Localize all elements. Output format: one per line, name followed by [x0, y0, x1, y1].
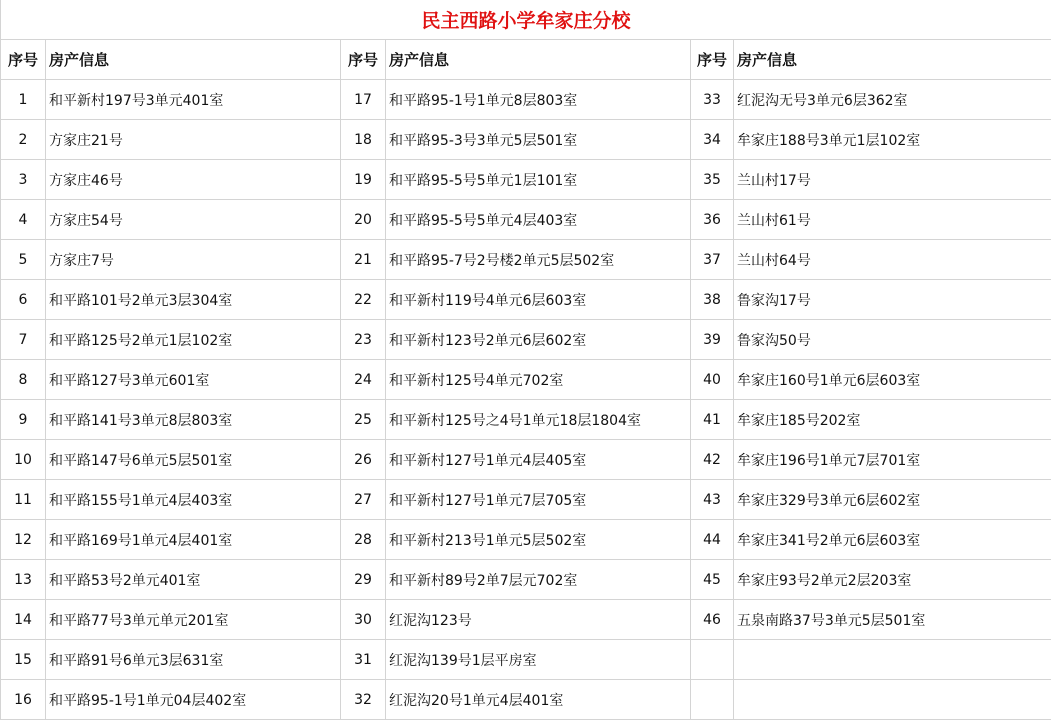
- header-index: 序号: [1, 40, 46, 80]
- cell-index: 4: [1, 200, 46, 240]
- table-row: [1, 440, 1051, 480]
- cell-property-info: 和平路91号6单元3层631室: [46, 640, 341, 680]
- cell-index: 34: [691, 120, 734, 160]
- cell-property-info: 方家庄7号: [46, 240, 341, 280]
- cell-index: 12: [1, 520, 46, 560]
- cell-index: 32: [341, 680, 386, 720]
- header-info: 房产信息: [734, 40, 1051, 80]
- cell-property-info: 兰山村64号: [734, 240, 1051, 280]
- cell-index: 2: [1, 120, 46, 160]
- cell-property-info: 和平新村125号之4号1单元18层1804室: [386, 400, 691, 440]
- cell-index: 20: [341, 200, 386, 240]
- cell-property-info: 和平新村89号2单7层元702室: [386, 560, 691, 600]
- table-row: [1, 520, 1051, 560]
- table-row: [1, 200, 1051, 240]
- cell-index: 9: [1, 400, 46, 440]
- cell-property-info: 牟家庄93号2单元2层203室: [734, 560, 1051, 600]
- cell-index: 11: [1, 480, 46, 520]
- table-row: [1, 400, 1051, 440]
- header-info: 房产信息: [386, 40, 691, 80]
- cell-property-info: 和平新村119号4单元6层603室: [386, 280, 691, 320]
- title-row: [1, 0, 1051, 40]
- cell-property-info: 和平路95-3号3单元5层501室: [386, 120, 691, 160]
- cell-index: 7: [1, 320, 46, 360]
- cell-property-info: 牟家庄160号1单元6层603室: [734, 360, 1051, 400]
- cell-index: 15: [1, 640, 46, 680]
- cell-index: 36: [691, 200, 734, 240]
- cell-property-info: 牟家庄196号1单元7层701室: [734, 440, 1051, 480]
- table-row: [1, 480, 1051, 520]
- cell-index: 17: [341, 80, 386, 120]
- cell-property-info: 和平路147号6单元5层501室: [46, 440, 341, 480]
- cell-index: 45: [691, 560, 734, 600]
- cell-index: 6: [1, 280, 46, 320]
- cell-index: 13: [1, 560, 46, 600]
- cell-index: 10: [1, 440, 46, 480]
- table-row: [1, 560, 1051, 600]
- cell-property-info: 和平路125号2单元1层102室: [46, 320, 341, 360]
- cell-index: 33: [691, 80, 734, 120]
- table-row: [1, 120, 1051, 160]
- table-row: [1, 600, 1051, 640]
- cell-index: [691, 640, 734, 680]
- header-index: 序号: [341, 40, 386, 80]
- table-row: [1, 160, 1051, 200]
- cell-index: 22: [341, 280, 386, 320]
- cell-index: 24: [341, 360, 386, 400]
- cell-property-info: 和平路95-7号2号楼2单元5层502室: [386, 240, 691, 280]
- cell-property-info: 和平路141号3单元8层803室: [46, 400, 341, 440]
- cell-property-info: 和平路95-5号5单元1层101室: [386, 160, 691, 200]
- cell-property-info: 和平路77号3单元单元201室: [46, 600, 341, 640]
- cell-index: 44: [691, 520, 734, 560]
- cell-index: 30: [341, 600, 386, 640]
- cell-property-info: 和平路53号2单元401室: [46, 560, 341, 600]
- header-info: 房产信息: [46, 40, 341, 80]
- cell-property-info: 和平路155号1单元4层403室: [46, 480, 341, 520]
- cell-property-info: 红泥沟无号3单元6层362室: [734, 80, 1051, 120]
- cell-index: [691, 680, 734, 720]
- cell-property-info: 和平新村125号4单元702室: [386, 360, 691, 400]
- cell-index: 38: [691, 280, 734, 320]
- cell-property-info: 和平新村197号3单元401室: [46, 80, 341, 120]
- cell-index: 28: [341, 520, 386, 560]
- page-title: 民主西路小学牟家庄分校: [1, 0, 1051, 40]
- cell-property-info: 和平新村123号2单元6层602室: [386, 320, 691, 360]
- cell-property-info: 牟家庄329号3单元6层602室: [734, 480, 1051, 520]
- cell-index: 39: [691, 320, 734, 360]
- table-row: [1, 680, 1051, 720]
- cell-property-info: [734, 640, 1051, 680]
- cell-property-info: 和平路95-1号1单元04层402室: [46, 680, 341, 720]
- cell-index: 25: [341, 400, 386, 440]
- cell-property-info: 方家庄21号: [46, 120, 341, 160]
- cell-property-info: 方家庄54号: [46, 200, 341, 240]
- cell-property-info: 和平新村127号1单元7层705室: [386, 480, 691, 520]
- cell-property-info: 牟家庄185号202室: [734, 400, 1051, 440]
- table-row: [1, 240, 1051, 280]
- cell-index: 29: [341, 560, 386, 600]
- cell-property-info: 和平路95-1号1单元8层803室: [386, 80, 691, 120]
- cell-index: 31: [341, 640, 386, 680]
- table-row: [1, 280, 1051, 320]
- cell-property-info: [734, 680, 1051, 720]
- cell-index: 21: [341, 240, 386, 280]
- cell-property-info: 兰山村17号: [734, 160, 1051, 200]
- cell-index: 42: [691, 440, 734, 480]
- cell-property-info: 红泥沟139号1层平房室: [386, 640, 691, 680]
- cell-property-info: 和平路127号3单元601室: [46, 360, 341, 400]
- cell-index: 16: [1, 680, 46, 720]
- cell-property-info: 和平新村213号1单元5层502室: [386, 520, 691, 560]
- cell-index: 27: [341, 480, 386, 520]
- cell-index: 14: [1, 600, 46, 640]
- cell-property-info: 牟家庄341号2单元6层603室: [734, 520, 1051, 560]
- cell-property-info: 和平路169号1单元4层401室: [46, 520, 341, 560]
- table-row: [1, 80, 1051, 120]
- table-row: [1, 360, 1051, 400]
- cell-index: 46: [691, 600, 734, 640]
- cell-index: 43: [691, 480, 734, 520]
- cell-index: 18: [341, 120, 386, 160]
- cell-index: 40: [691, 360, 734, 400]
- table-row: [1, 640, 1051, 680]
- cell-property-info: 牟家庄188号3单元1层102室: [734, 120, 1051, 160]
- cell-index: 41: [691, 400, 734, 440]
- cell-property-info: 兰山村61号: [734, 200, 1051, 240]
- cell-index: 8: [1, 360, 46, 400]
- cell-property-info: 红泥沟20号1单元4层401室: [386, 680, 691, 720]
- cell-index: 37: [691, 240, 734, 280]
- table-row: [1, 320, 1051, 360]
- cell-index: 3: [1, 160, 46, 200]
- cell-index: 23: [341, 320, 386, 360]
- cell-property-info: 和平路95-5号5单元4层403室: [386, 200, 691, 240]
- cell-property-info: 红泥沟123号: [386, 600, 691, 640]
- cell-index: 26: [341, 440, 386, 480]
- cell-index: 1: [1, 80, 46, 120]
- cell-index: 5: [1, 240, 46, 280]
- cell-property-info: 五泉南路37号3单元5层501室: [734, 600, 1051, 640]
- cell-index: 35: [691, 160, 734, 200]
- cell-property-info: 和平新村127号1单元4层405室: [386, 440, 691, 480]
- cell-property-info: 鲁家沟50号: [734, 320, 1051, 360]
- header-index: 序号: [691, 40, 734, 80]
- header-row: [1, 40, 1051, 80]
- cell-index: 19: [341, 160, 386, 200]
- cell-property-info: 和平路101号2单元3层304室: [46, 280, 341, 320]
- cell-property-info: 方家庄46号: [46, 160, 341, 200]
- cell-property-info: 鲁家沟17号: [734, 280, 1051, 320]
